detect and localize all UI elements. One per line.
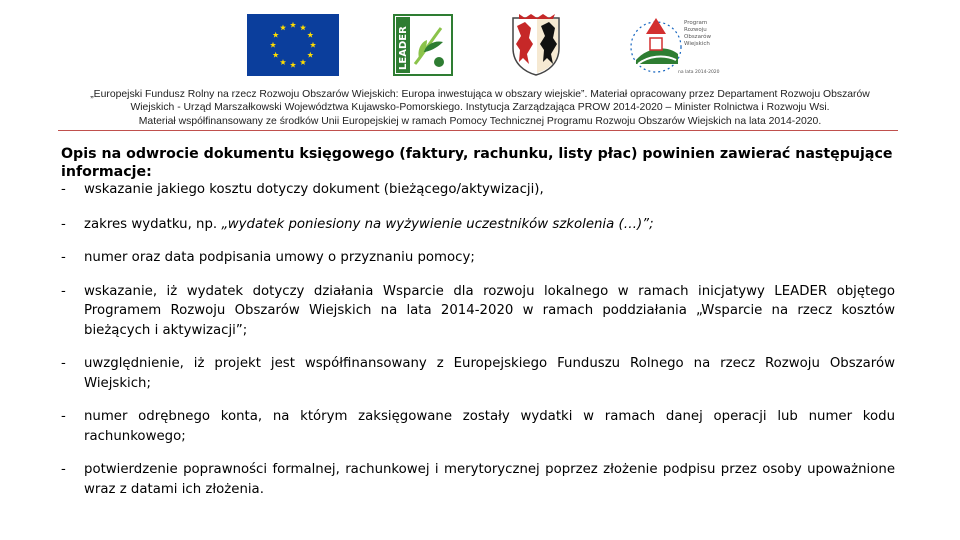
header-divider — [58, 130, 898, 131]
list-item — [61, 460, 895, 499]
disclaimer-line-3: Materiał współfinansowany ze środków Unii Europejskiej w ramach Pomocy Technicznej Programu Rozwoju Obszarów Wiejskich na lata 2014-2020. — [138, 115, 822, 127]
list-dash: - — [61, 250, 66, 265]
prow-logo-line-2: Rozwoju — [684, 27, 707, 33]
leader-logo-text: LEADER — [398, 26, 409, 70]
list-item-text: numer oraz data podpisania umowy o przyznaniu pomocy; — [84, 250, 475, 265]
kujawsko-pomorskie-coat-of-arms — [511, 14, 561, 76]
list-item — [61, 354, 895, 393]
list-item — [61, 248, 895, 268]
list-dash: - — [61, 216, 66, 232]
list-item-text: wskazanie jakiego kosztu dotyczy dokument (bieżącego/aktywizacji), — [84, 182, 544, 197]
list-dash: - — [61, 462, 66, 477]
list-item — [61, 180, 895, 200]
prow-logo-line-3: Obszarów — [684, 34, 711, 40]
list-item-text: uwzględnienie, iż projekt jest współfinansowany z Europejskiego Funduszu Rolnego na rzecz Rozwoju Obszarów Wiejskich; — [84, 356, 895, 391]
list-dash: - — [61, 283, 66, 299]
intro-heading: Opis na odwrocie dokumentu księgowego (faktury, rachunku, listy płac) powinien zawierać następujące informacje: — [61, 146, 893, 180]
list-dash: - — [61, 409, 66, 424]
prow-logo-line-1: Program — [684, 20, 708, 26]
list-item — [61, 282, 895, 341]
example-phrase: „wydatek poniesiony na wyżywienie uczestników szkolenia (…)”; — [221, 216, 654, 232]
leader-logo — [393, 14, 453, 76]
list-item-text: numer odrębnego konta, na którym zaksięgowane zostały wydatki w ramach danej operacji lub numer kodu rachunkowego; — [84, 409, 895, 444]
disclaimer-line-1: „Europejski Fundusz Rolny na rzecz Rozwoju Obszarów Wiejskich: Europa inwestująca w obszary wiejskie”. Materiał opracowany przez Departament Rozwoju Obszarów — [90, 89, 870, 100]
list-item — [61, 407, 895, 446]
prow-logo-years: na lata 2014-2020 — [678, 70, 720, 75]
list-dash: - — [61, 182, 66, 197]
list-item-text: wskazanie, iż wydatek dotyczy działania Wsparcie dla rozwoju lokalnego w ramach inicjatywy LEADER objętego Programem Rozwoju Obszarów Wiejskich na lata 2014-2020 w ramach poddziałania „Wsparcie na rzecz kosztów bieżących i aktywizacji”; — [84, 283, 895, 338]
list-item-text: zakres wydatku, np. „wydatek poniesiony na wyżywienie uczestników szkolenia (…)”; — [84, 216, 654, 232]
prow-logo — [626, 14, 726, 76]
eu-flag-logo — [247, 14, 339, 76]
disclaimer-line-2: Wiejskich - Urząd Marszałkowski Województwa Kujawsko-Pomorskiego. Instytucja Zarządzająca PROW 2014-2020 – Minister Rolnictwa i Rozwoju Wsi. — [130, 102, 830, 114]
funding-disclaimer — [40, 88, 920, 128]
list-item — [61, 215, 895, 235]
list-dash: - — [61, 356, 66, 371]
list-item-text: potwierdzenie poprawności formalnej, rachunkowej i merytorycznej poprzez złożenie podpisu przez osoby upoważnione wraz z datami ich złożenia. — [84, 462, 895, 497]
prow-logo-line-4: Wiejskich — [684, 41, 710, 47]
requirements-list — [61, 180, 895, 499]
logo-bar — [0, 14, 960, 78]
